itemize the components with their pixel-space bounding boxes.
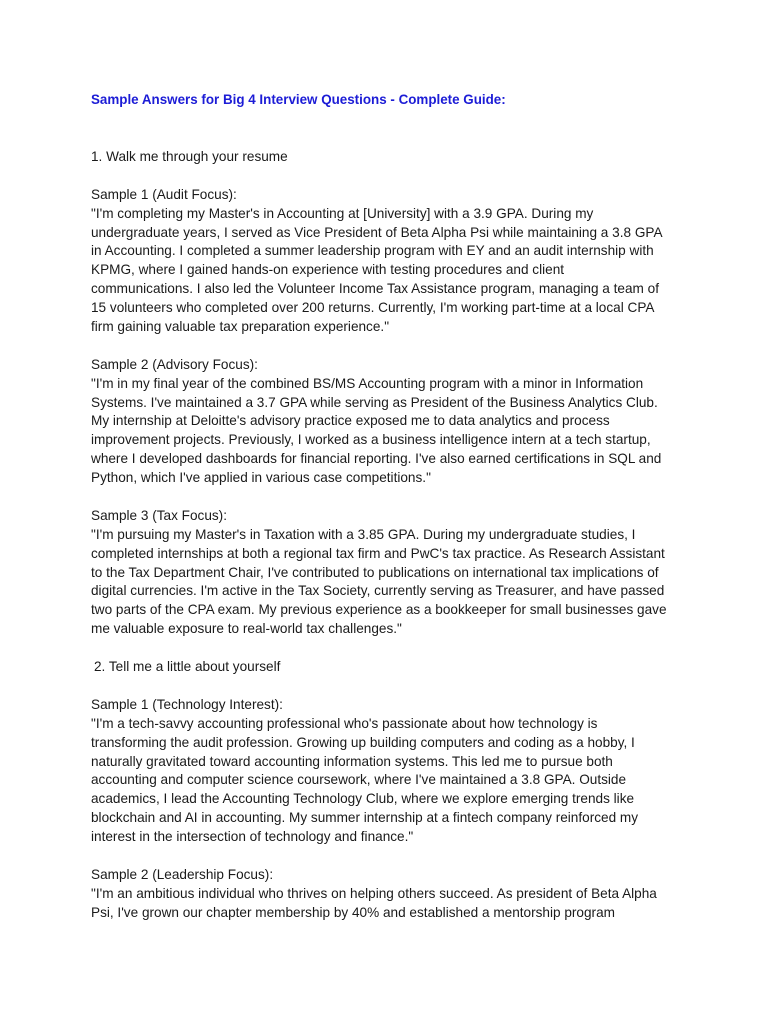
answer-line: Python, which I've applied in various case competitions." <box>91 470 431 486</box>
q2-sample-2 <box>91 866 691 923</box>
q1-sample-2 <box>91 356 691 488</box>
answer-line: Psi, I've grown our chapter membership by 40% and established a mentorship program <box>91 904 615 920</box>
answer-line: undergraduate years, I served as Vice President of Beta Alpha Psi while maintaining a 3.8 GPA <box>91 224 663 240</box>
answer-line: two parts of the CPA exam. My previous experience as a bookkeeper for small businesses gave <box>91 602 667 618</box>
spacer <box>91 677 691 696</box>
answer-line: interest in the intersection of technology and finance." <box>91 829 414 845</box>
answer-line: KPMG, where I gained hands-on experience with testing procedures and client <box>91 262 565 278</box>
sample-label: Sample 2 (Advisory Focus): <box>91 356 258 372</box>
document-body <box>91 148 691 923</box>
answer-line: digital currencies. I'm active in the Tax Society, currently serving as Treasurer, and have passed <box>91 583 665 599</box>
answer-line: completed internships at both a regional tax firm and PwC's tax practice. As Research Assistant <box>91 545 665 561</box>
answer-line: where I developed dashboards for financial reporting. I've also earned certifications in SQL and <box>91 451 662 467</box>
answer-line: Systems. I've maintained a 3.7 GPA while serving as President of the Business Analytics Club. <box>91 394 658 410</box>
sample-label: Sample 2 (Leadership Focus): <box>91 866 274 882</box>
answer-line: "I'm in my final year of the combined BS/MS Accounting program with a minor in Information <box>91 375 644 391</box>
answer-line: transforming the audit profession. Growing up building computers and coding as a hobby, I <box>91 734 635 750</box>
spacer <box>91 488 691 507</box>
answer-line: academics, I lead the Accounting Technology Club, where we explore emerging trends like <box>91 791 635 807</box>
question-2-heading: 2. Tell me a little about yourself <box>94 659 281 675</box>
answer-line: communications. I also led the Volunteer Income Tax Assistance program, managing a team of <box>91 281 659 297</box>
sample-label: Sample 3 (Tax Focus): <box>91 507 227 523</box>
document-title: Sample Answers for Big 4 Interview Questions - Complete Guide: <box>91 92 506 107</box>
spacer <box>91 337 691 356</box>
answer-line: in Accounting. I completed a summer leadership program with EY and an audit internship with <box>91 243 654 259</box>
answer-line: "I'm an ambitious individual who thrives on helping others succeed. As president of Beta Alpha <box>91 885 657 901</box>
answer-line: "I'm a tech-savvy accounting professional who's passionate about how technology is <box>91 715 598 731</box>
answer-line: to the Tax Department Chair, I've contributed to publications on international tax implications of <box>91 564 659 580</box>
answer-line: naturally gravitated toward accounting information systems. This led me to pursue both <box>91 753 613 769</box>
spacer <box>91 639 691 658</box>
q1-sample-1 <box>91 186 691 337</box>
sample-label: Sample 1 (Audit Focus): <box>91 186 237 202</box>
answer-line: My internship at Deloitte's advisory practice exposed me to data analytics and process <box>91 413 610 429</box>
spacer <box>91 847 691 866</box>
sample-label: Sample 1 (Technology Interest): <box>91 696 283 712</box>
q2-sample-1 <box>91 696 691 847</box>
spacer <box>91 167 691 186</box>
answer-line: "I'm completing my Master's in Accounting at [University] with a 3.9 GPA. During my <box>91 205 594 221</box>
answer-line: blockchain and AI in accounting. My summer internship at a fintech company reinforced my <box>91 810 639 826</box>
answer-line: firm gaining valuable tax preparation experience." <box>91 319 390 335</box>
question-1-heading: 1. Walk me through your resume <box>91 149 288 164</box>
answer-line: accounting and computer science coursework, where I've maintained a 3.8 GPA. Outside <box>91 772 627 788</box>
answer-line: 15 volunteers who completed over 200 returns. Currently, I'm working part-time at a local CPA <box>91 300 655 316</box>
answer-line: "I'm pursuing my Master's in Taxation with a 3.85 GPA. During my undergraduate studies, I <box>91 526 636 542</box>
answer-line: improvement projects. Previously, I worked as a business intelligence intern at a tech startup, <box>91 432 651 448</box>
q1-sample-3 <box>91 507 691 639</box>
answer-line: me valuable exposure to real-world tax challenges." <box>91 621 402 637</box>
